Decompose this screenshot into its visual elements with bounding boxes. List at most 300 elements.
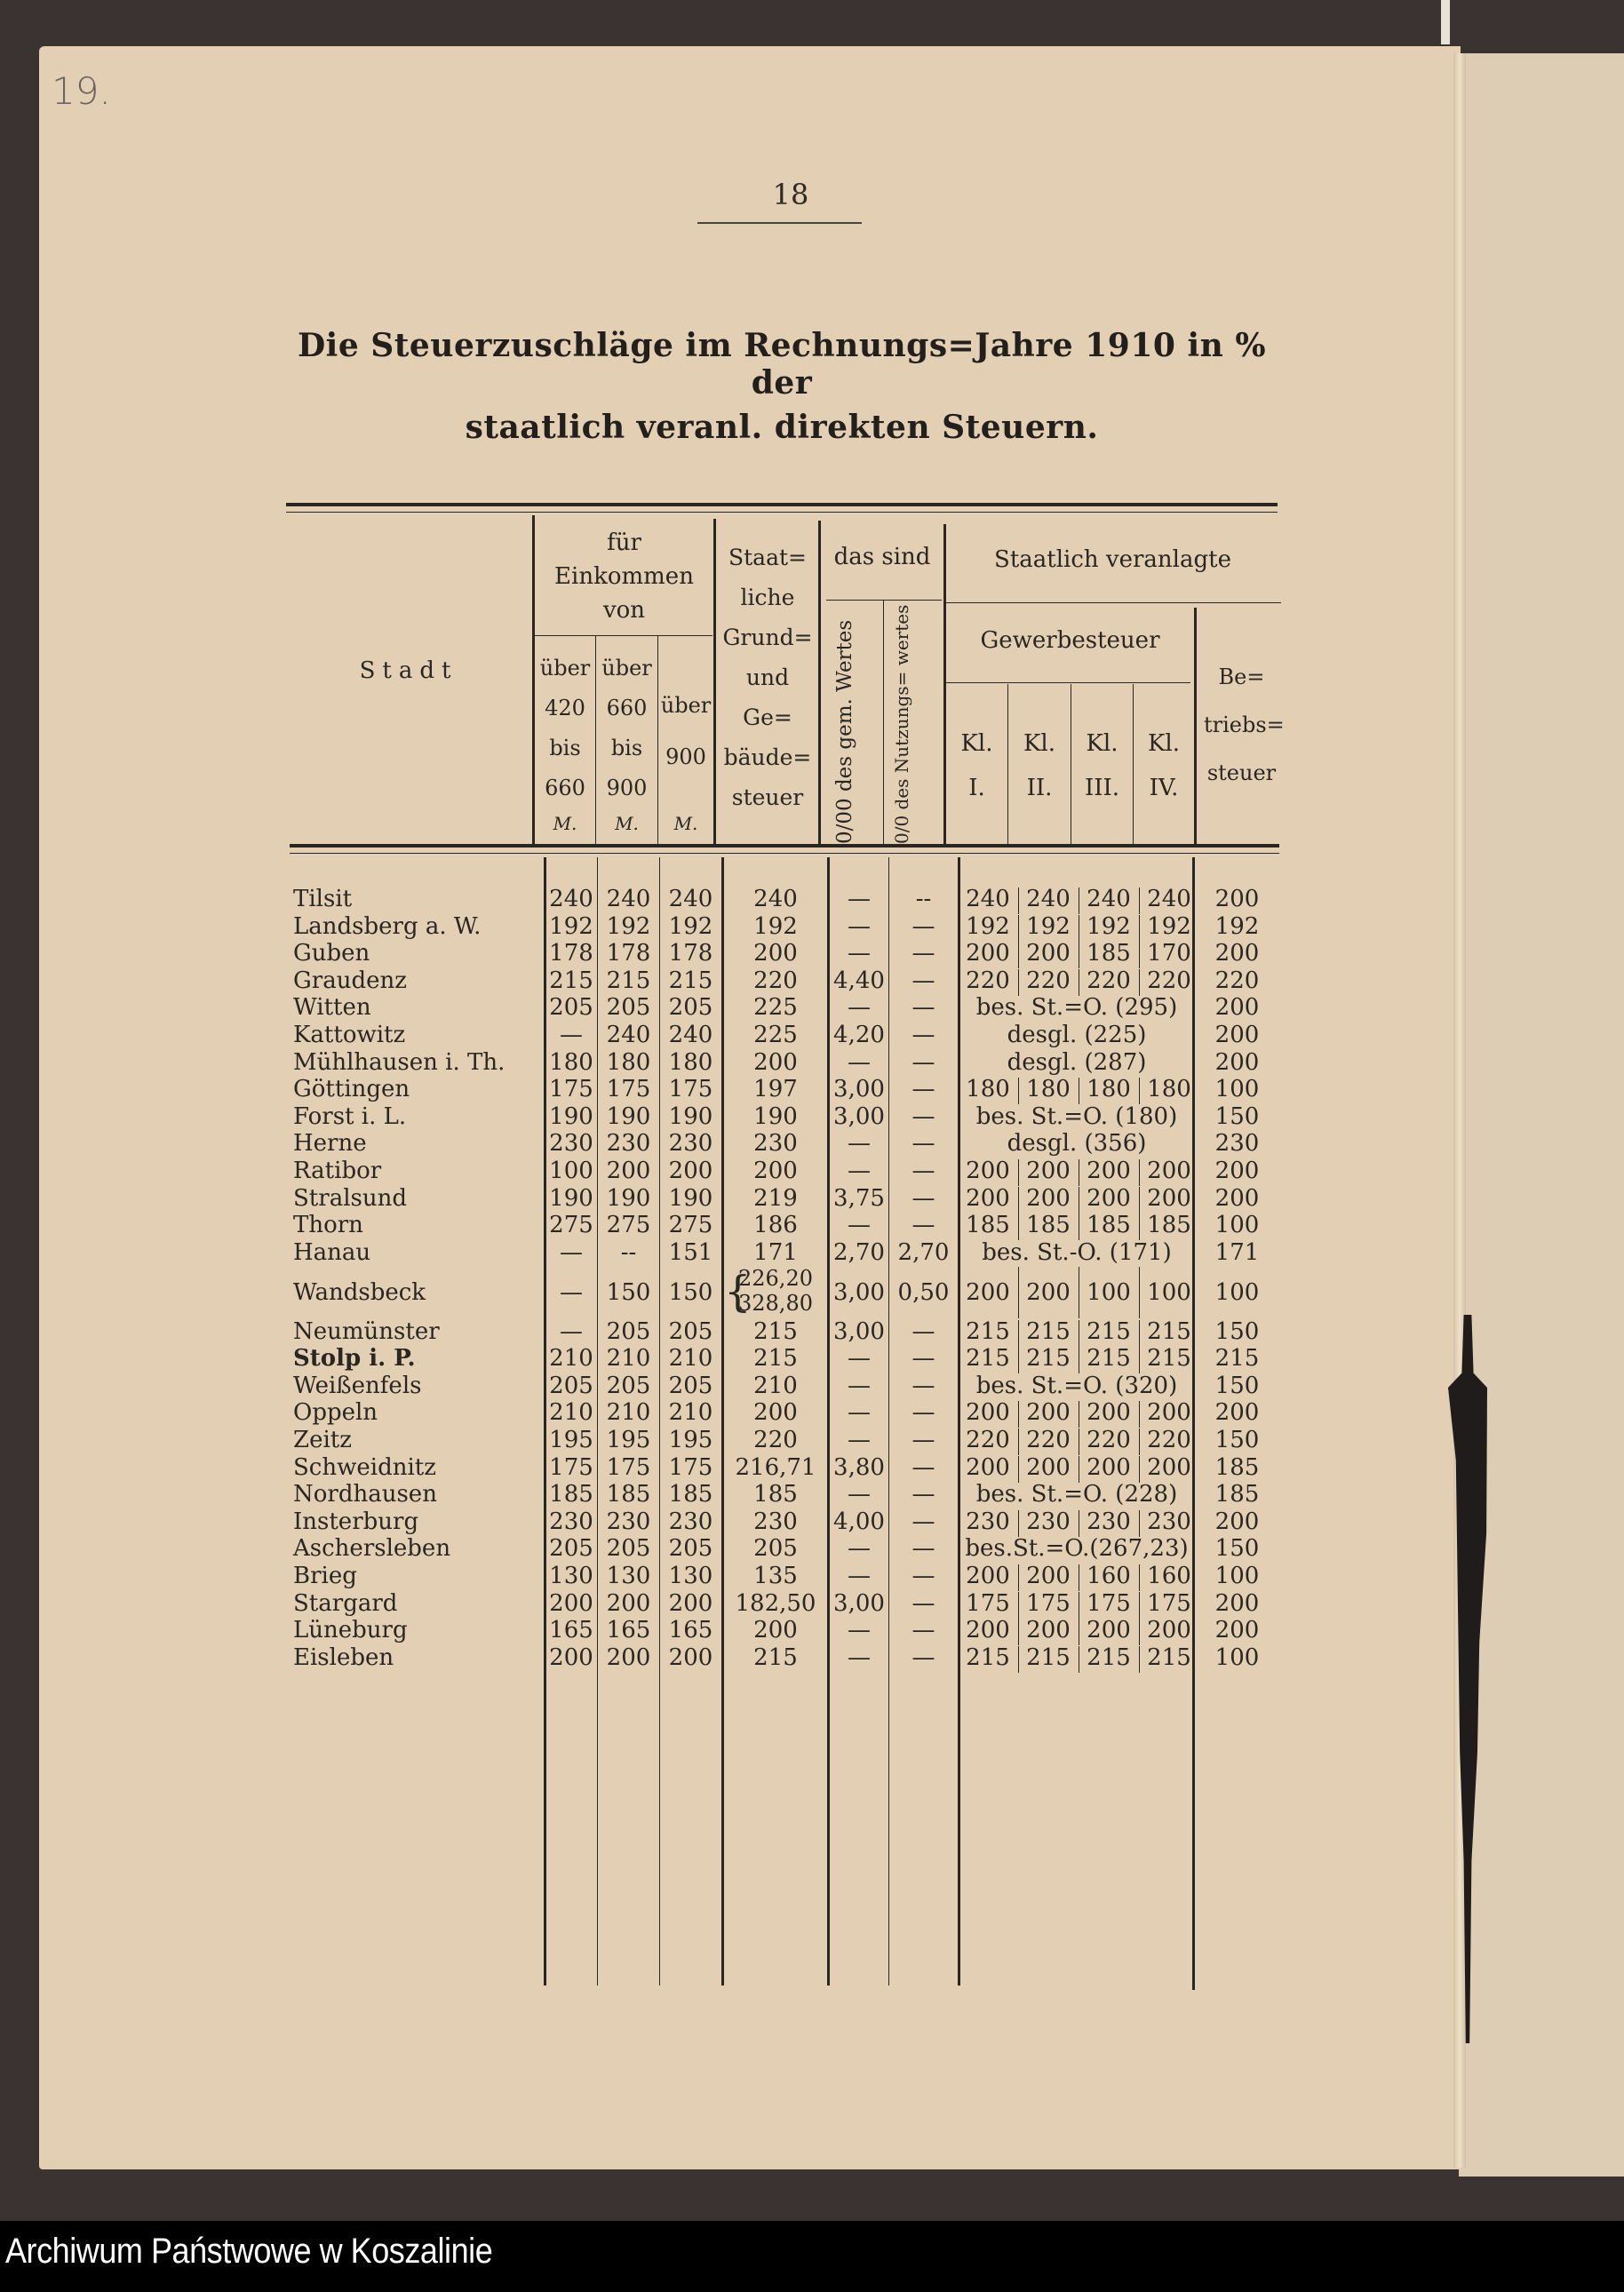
promille-gem-wert: 3,00 [833,1102,885,1130]
city-name: Hanau [293,1238,371,1266]
promille-gem-wert: — [848,1048,871,1076]
gewerbe-klasse-1: 200 [966,1453,1010,1481]
city-name: Neumünster [293,1317,440,1345]
city-name: Wandsbeck [293,1279,426,1307]
gewerbe-klasse-2: 215 [1026,1317,1071,1345]
gewerbe-klasse-1: 215 [966,1317,1010,1345]
promille-gem-wert: — [848,1643,871,1671]
header-kl-3 [1071,721,1133,810]
kl-label: Kl. [1023,730,1055,757]
prozent-nutzungswert: — [912,994,935,1022]
betriebssteuer: 171 [1214,1238,1260,1266]
einkommen-660-900: 210 [606,1399,651,1427]
einkommen-660-900: 175 [606,1076,651,1103]
kl-roman: IV. [1149,775,1179,801]
promille-gem-wert: — [848,1130,871,1158]
einkommen-420-660: 190 [549,1184,593,1212]
einkommen-660-900: 180 [606,1048,651,1076]
promille-gem-wert: 3,00 [833,1317,885,1345]
city-name: Ratibor [293,1158,382,1184]
betriebssteuer: 200 [1214,1589,1260,1617]
einkommen-uber-900: 190 [668,1102,713,1130]
gewerbe-klasse-4: 170 [1147,940,1191,967]
einkommen-660-900: 205 [606,1535,651,1563]
cell-divider [1018,1592,1019,1619]
prozent-nutzungswert: — [912,1102,935,1130]
cell-divider [1139,1456,1140,1483]
grund-steuer: 190 [753,1102,798,1130]
table-row [293,1103,1297,1130]
handwritten-folio-number: 19. [52,69,111,113]
gewerbe-klasse-3: 175 [1087,1589,1131,1617]
gewerbe-klasse-4: 175 [1147,1589,1191,1617]
promille-gem-wert: 3,80 [833,1453,885,1481]
cell-divider [1139,1646,1140,1673]
einkommen-420-660: 185 [549,1481,593,1508]
grund-steuer: 171 [753,1238,798,1266]
prozent-nutzungswert: — [912,1372,935,1399]
gewerbe-sonder-ordnung: bes. St.=O. (320) [975,1372,1178,1399]
betriebssteuer: 200 [1214,1022,1260,1048]
gewerbe-klasse-4: 185 [1147,1212,1191,1239]
cell-divider [1139,1347,1140,1373]
cell-divider [1139,1267,1140,1318]
betriebssteuer: 150 [1214,1426,1260,1453]
grund-steuer: 200 [753,1158,798,1184]
prozent-nutzungswert: — [912,940,935,967]
einkommen-uber-900: 200 [668,1158,713,1184]
gewerbe-klasse-3: 200 [1087,1453,1131,1481]
table-top-rule [286,503,1278,506]
prozent-nutzungswert: — [912,1158,935,1184]
betriebssteuer: 200 [1214,1617,1260,1644]
gewerbe-klasse-1: 200 [966,1184,1010,1212]
table-row [293,1508,1297,1535]
header-vline [713,519,716,844]
betriebssteuer: 220 [1214,967,1260,994]
kl-roman: II. [1026,775,1053,801]
header-currency-2: M. [615,813,639,834]
einkommen-420-660: 205 [549,1535,593,1563]
table-row [293,967,1297,994]
gewerbe-sonder-ordnung: bes.St.=O.(267,23) [965,1535,1189,1563]
grund-steuer: 225 [753,1022,798,1048]
table-row [293,1130,1297,1157]
table-row [293,913,1297,940]
grund-steuer: 185 [753,1481,798,1508]
betriebssteuer: 192 [1214,912,1260,940]
promille-gem-wert: 3,75 [833,1184,885,1212]
gewerbe-klasse-2: 180 [1026,1076,1071,1103]
cell-divider [1139,915,1140,942]
gewerbe-klasse-4: 180 [1147,1076,1191,1103]
gewerbe-sonder-ordnung: desgl. (287) [1007,1048,1147,1076]
grund-steuer: 215 [753,1643,798,1671]
einkommen-uber-900: 175 [668,1453,713,1481]
promille-gem-wert: 4,00 [833,1508,885,1535]
gewerbe-klasse-3: 180 [1087,1076,1131,1103]
gewerbe-klasse-1: 192 [966,912,1010,940]
betriebssteuer: 100 [1214,1212,1260,1239]
table-row [293,1212,1297,1238]
gewerbe-klasse-4: 215 [1147,1345,1191,1373]
gewerbe-subrule [943,682,1190,683]
prozent-nutzungswert: — [912,1643,935,1671]
paper-strip [1441,0,1450,44]
city-name: Oppeln [293,1399,378,1427]
einkommen-uber-900: 185 [668,1481,713,1508]
einkommen-660-900: 205 [606,1372,651,1399]
gewerbe-klasse-4: 200 [1147,1184,1191,1212]
grund-steuer: 240 [753,886,798,912]
prozent-nutzungswert: — [912,1453,935,1481]
gewerbe-klasse-2: 175 [1026,1589,1071,1617]
betriebssteuer: 200 [1214,1508,1260,1535]
prozent-nutzungswert: — [912,1481,935,1508]
page-title-line-2: staatlich veranl. direkten Steuern. [465,409,1099,446]
promille-gem-wert: — [848,1399,871,1427]
gewerbe-klasse-4: 200 [1147,1158,1191,1184]
einkommen-420-660: 100 [549,1158,593,1184]
prozent-nutzungswert: — [912,1317,935,1345]
prozent-nutzungswert: 2,70 [897,1238,950,1266]
header-grund: Staat= liche Grund= und Ge= bäude= steuer [722,545,813,810]
gewerbe-klasse-1: 220 [966,1426,1010,1453]
promille-gem-wert: 3,00 [833,1076,885,1103]
betriebssteuer: 100 [1214,1562,1260,1589]
gewerbe-klasse-3: 200 [1087,1399,1131,1427]
cell-divider [1018,1159,1019,1186]
cell-divider [1139,1187,1140,1214]
einkommen-660-900: 230 [606,1130,651,1158]
gewerbe-sonder-ordnung: bes. St.-O. (171) [982,1238,1172,1266]
cell-divider [1018,1510,1019,1537]
prozent-nutzungswert: 0,50 [897,1279,950,1307]
einkommen-420-660: 205 [549,994,593,1022]
einkommen-420-660: — [560,1317,583,1345]
city-name: Kattowitz [293,1022,406,1048]
gewerbe-klasse-3: 220 [1087,967,1131,994]
gewerbe-klasse-2: 200 [1026,1158,1071,1184]
cell-divider [1139,942,1140,968]
city-name: Schweidnitz [293,1453,436,1481]
einkommen-uber-900: 178 [668,940,713,967]
promille-gem-wert: — [848,1562,871,1589]
promille-gem-wert: 3,00 [833,1279,885,1307]
cell-divider [1139,1078,1140,1104]
cell-divider [1139,1564,1140,1591]
city-name: Tilsit [293,886,353,912]
einkommen-420-660: 190 [549,1102,593,1130]
gewerbe-klasse-1: 200 [966,1279,1010,1307]
grund-steuer: 220 [753,1426,798,1453]
einkommen-uber-900: 130 [668,1562,713,1589]
einkommen-420-660: — [560,1238,583,1266]
header-gewerbe: Gewerbesteuer [980,627,1160,654]
cell-divider [1018,1456,1019,1483]
header-einkommen-col-1: über 420 bis 660 [539,656,591,800]
einkommen-uber-900: 151 [668,1238,713,1266]
cell-divider [1018,915,1019,942]
prozent-nutzungswert: -- [915,886,932,912]
archive-name: Archiwum Państwowe w Koszalinie [5,2232,493,2271]
promille-gem-wert: — [848,1212,871,1239]
gewerbe-klasse-3: 240 [1087,886,1131,912]
einkommen-660-900: 205 [606,994,651,1022]
cell-divider [1139,969,1140,996]
gewerbe-klasse-1: 240 [966,886,1010,912]
betriebssteuer: 185 [1214,1453,1260,1481]
cell-divider [1018,1564,1019,1591]
einkommen-660-900: 240 [606,886,651,912]
promille-gem-wert: — [848,1372,871,1399]
einkommen-uber-900: 240 [668,886,713,912]
einkommen-660-900: 195 [606,1426,651,1453]
city-name: Stralsund [293,1184,407,1212]
header-einkommen-col-2: über 660 bis 900 [601,656,652,800]
cell-divider [1139,1214,1140,1240]
gewerbe-klasse-3: 200 [1087,1158,1131,1184]
einkommen-660-900: 192 [606,912,651,940]
staatlich-subrule [943,602,1281,603]
einkommen-420-660: 192 [549,912,593,940]
einkommen-660-900: 190 [606,1102,651,1130]
einkommen-uber-900: 200 [668,1643,713,1671]
gewerbe-sonder-ordnung: bes. St.=O. (180) [975,1102,1178,1130]
grund-steuer: 182,50 [735,1589,816,1617]
table-row [293,1590,1297,1617]
cell-divider [1018,969,1019,996]
cell-divider [1139,887,1140,914]
promille-gem-wert: — [848,1426,871,1453]
header-prozent: 0/0 des Nutzungs= wertes [891,604,912,844]
betriebssteuer: 200 [1214,1184,1260,1212]
betriebssteuer: 200 [1214,886,1260,912]
gewerbe-klasse-1: 185 [966,1212,1010,1239]
header-bottom-rule-thin [290,853,1279,854]
table-row [293,1076,1297,1102]
einkommen-420-660: 178 [549,940,593,967]
einkommen-420-660: 230 [549,1130,593,1158]
gewerbe-klasse-2: 192 [1026,912,1071,940]
header-promille: 0/00 des gem. Wertes [833,619,856,844]
grund-steuer: 200 [753,1048,798,1076]
einkommen-uber-900: 150 [668,1279,713,1307]
kl-label: Kl. [1147,730,1180,757]
einkommen-420-660: 175 [549,1076,593,1103]
cell-divider [1018,1320,1019,1347]
einkommen-uber-900: 230 [668,1508,713,1535]
einkommen-660-900: 210 [606,1345,651,1373]
cell-divider [1018,887,1019,914]
einkommen-uber-900: 190 [668,1184,713,1212]
kl-roman: I. [968,775,985,801]
grund-steuer: 225 [753,994,798,1022]
gewerbe-klasse-4: 220 [1147,967,1191,994]
city-name: Stargard [293,1589,398,1617]
promille-gem-wert: — [848,940,871,967]
einkommen-420-660: 175 [549,1453,593,1481]
cell-divider [1018,1401,1019,1428]
gewerbe-klasse-3: 200 [1087,1184,1131,1212]
einkommen-420-660: 180 [549,1048,593,1076]
gewerbe-klasse-2: 200 [1026,1562,1071,1589]
betriebssteuer: 200 [1214,1399,1260,1427]
einkommen-660-900: 240 [606,1022,651,1048]
gewerbe-klasse-3: 185 [1087,1212,1131,1239]
einkommen-uber-900: 210 [668,1399,713,1427]
gewerbe-klasse-2: 220 [1026,1426,1071,1453]
gewerbe-klasse-4: 200 [1147,1617,1191,1644]
gewerbe-klasse-4: 200 [1147,1399,1191,1427]
gewerbe-klasse-4: 200 [1147,1453,1191,1481]
prozent-nutzungswert: — [912,1130,935,1158]
promille-gem-wert: — [848,994,871,1022]
einkommen-660-900: 205 [606,1317,651,1345]
einkommen-uber-900: 200 [668,1589,713,1617]
betriebssteuer: 100 [1214,1643,1260,1671]
gewerbe-klasse-2: 215 [1026,1345,1071,1373]
einkommen-420-660: 165 [549,1617,593,1644]
city-name: Zeitz [293,1426,352,1453]
gewerbe-klasse-3: 185 [1087,940,1131,967]
promille-gem-wert: 4,40 [833,967,885,994]
einkommen-uber-900: 205 [668,994,713,1022]
grund-steuer: 200 [753,1399,798,1427]
cell-divider [1018,942,1019,968]
einkommen-660-900: 200 [606,1643,651,1671]
einkommen-660-900: 178 [606,940,651,967]
cell-divider [1018,1267,1019,1318]
kl-label: Kl. [1086,730,1118,757]
gewerbe-klasse-2: 215 [1026,1643,1071,1671]
table-row [293,1239,1297,1266]
promille-gem-wert: — [848,1535,871,1563]
promille-gem-wert: 3,00 [833,1589,885,1617]
betriebssteuer: 150 [1214,1102,1260,1130]
grund-steuer: 215 [753,1317,798,1345]
header-einkommen: für Einkommen von [554,529,694,624]
einkommen-420-660: 240 [549,886,593,912]
grund-steuer: 192 [753,912,798,940]
prozent-nutzungswert: — [912,1562,935,1589]
einkommen-660-900: 185 [606,1481,651,1508]
header-staatlich: Staatlich veranlagte [994,546,1231,573]
gewerbe-klasse-3: 215 [1087,1317,1131,1345]
kl-roman: III. [1084,775,1120,801]
gewerbe-klasse-1: 200 [966,1158,1010,1184]
prozent-nutzungswert: — [912,1048,935,1076]
gewerbe-klasse-1: 180 [966,1076,1010,1103]
einkommen-420-660: — [560,1279,583,1307]
city-name: Brieg [293,1562,357,1589]
einkommen-660-900: 190 [606,1184,651,1212]
promille-gem-wert: — [848,1345,871,1373]
gewerbe-sonder-ordnung: desgl. (225) [1007,1022,1147,1048]
promille-gem-wert: — [848,1617,871,1644]
einkommen-660-900: 200 [606,1589,651,1617]
table-row [293,1022,1297,1048]
gewerbe-klasse-4: 100 [1147,1279,1191,1307]
einkommen-660-900: 230 [606,1508,651,1535]
einkommen-420-660: 210 [549,1345,593,1373]
gewerbe-klasse-3: 100 [1087,1279,1131,1307]
promille-gem-wert: — [848,886,871,912]
gewerbe-sonder-ordnung: bes. St.=O. (295) [975,994,1178,1022]
prozent-nutzungswert: — [912,1589,935,1617]
gewerbe-klasse-4: 160 [1147,1562,1191,1589]
betriebssteuer: 230 [1214,1130,1260,1158]
gewerbe-klasse-3: 160 [1087,1562,1131,1589]
city-name: Landsberg a. W. [293,912,482,940]
table-row [293,1481,1297,1508]
prozent-nutzungswert: — [912,1426,935,1453]
einkommen-uber-900: 275 [668,1212,713,1239]
grund-steuer: 219 [753,1184,798,1212]
cell-divider [1139,1510,1140,1537]
einkommen-660-900: 200 [606,1158,651,1184]
prozent-nutzungswert: — [912,1508,935,1535]
gewerbe-klasse-2: 220 [1026,967,1071,994]
city-name: Insterburg [293,1508,419,1535]
einkommen-uber-900: 210 [668,1345,713,1373]
einkommen-uber-900: 230 [668,1130,713,1158]
city-name: Forst i. L. [293,1102,407,1130]
cell-divider [1018,1347,1019,1373]
gewerbe-klasse-3: 215 [1087,1643,1131,1671]
kl-label: Kl. [960,730,993,757]
betriebssteuer: 185 [1214,1481,1260,1508]
grund-steuer: 135 [753,1562,798,1589]
city-name: Weißenfels [293,1372,422,1399]
grund-steuer: 215 [753,1345,798,1373]
cell-divider [1139,1429,1140,1455]
cell-divider [1018,1187,1019,1214]
einkommen-420-660: 230 [549,1508,593,1535]
einkommen-uber-900: 205 [668,1372,713,1399]
einkommen-660-900: 275 [606,1212,651,1239]
einkommen-uber-900: 205 [668,1317,713,1345]
gewerbe-klasse-4: 220 [1147,1426,1191,1453]
grund-steuer-2: 328,80 [738,1291,813,1317]
header-kl-2 [1008,721,1071,810]
cell-divider [1139,1401,1140,1428]
promille-gem-wert: — [848,1158,871,1184]
city-name: Thorn [293,1212,363,1239]
cell-divider [1139,1619,1140,1645]
header-bottom-rule [290,844,1279,848]
table-row [293,1399,1297,1426]
table-row [293,1454,1297,1481]
header-vline [1194,608,1197,844]
header-currency-3: M. [673,813,698,834]
gewerbe-klasse-2: 200 [1026,1279,1071,1307]
promille-gem-wert: — [848,1481,871,1508]
table-row [293,1049,1297,1076]
grund-steuer: 216,71 [735,1453,816,1481]
table-row [293,1158,1297,1184]
promille-gem-wert: 4,20 [833,1022,885,1048]
table-row [293,886,1297,912]
header-kl-1 [946,721,1007,810]
city-name: Guben [293,940,370,967]
table-row [293,940,1297,967]
gewerbe-klasse-1: 215 [966,1345,1010,1373]
gewerbe-klasse-2: 200 [1026,940,1071,967]
city-name: Nordhausen [293,1481,437,1508]
city-name: Lüneburg [293,1617,408,1644]
grund-steuer: 220 [753,967,798,994]
